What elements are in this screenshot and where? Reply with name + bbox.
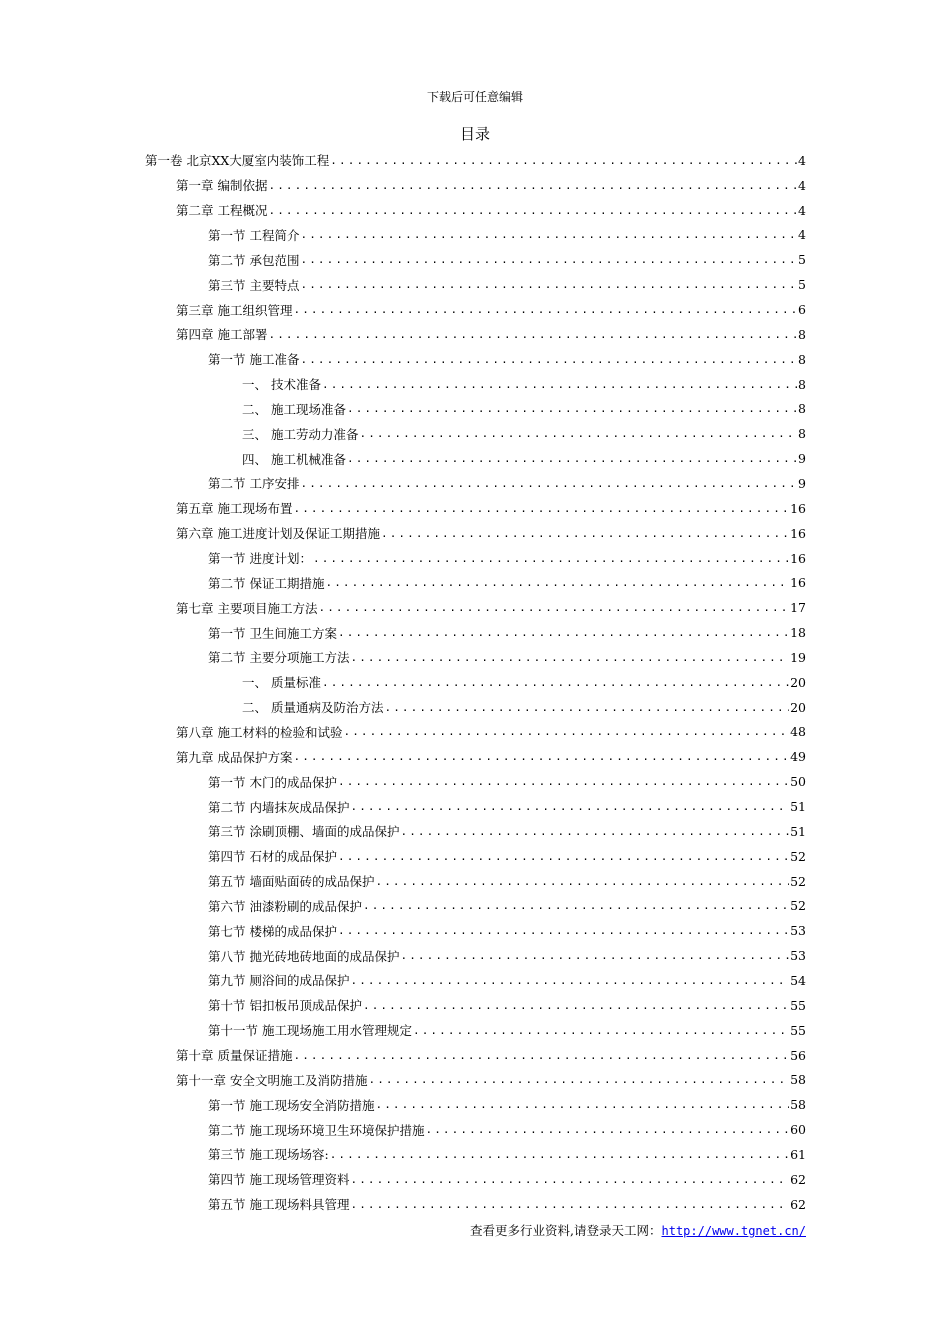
toc-leader-dots [363,999,789,1012]
toc-entry-page: 8 [798,351,806,367]
toc-entry[interactable] [208,546,806,571]
toc-leader-dots [293,502,789,515]
toc-entry-page: 61 [790,1146,806,1162]
toc-leader-dots [293,303,797,316]
toc-entry-page: 4 [798,227,806,243]
toc-entry-page: 62 [790,1171,806,1187]
toc-leader-dots [375,1098,789,1111]
toc-leader-dots [350,974,789,987]
toc-leader-dots [268,204,797,217]
toc-entry[interactable] [208,247,806,272]
toc-entry-page: 58 [790,1072,806,1088]
toc-entry[interactable] [208,918,806,943]
toc-entry-page: 5 [798,252,806,268]
toc-entry-label: 第六节 油漆粉刷的成品保护 [208,898,362,914]
toc-entry[interactable] [208,819,806,844]
toc-entry-label: 第六章 施工进度计划及保证工期措施 [176,526,380,542]
toc-entry-page: 52 [790,898,806,914]
toc-entry-label: 第五节 墙面贴面砖的成品保护 [208,874,375,890]
toc-entry[interactable] [208,1192,806,1217]
toc-leader-dots [350,651,789,664]
toc-entry[interactable] [208,769,806,794]
toc-entry[interactable] [176,173,806,198]
toc-entry-page: 53 [790,923,806,939]
toc-leader-dots [313,552,789,565]
toc-entry[interactable] [208,1117,806,1142]
toc-entry-page: 56 [790,1047,806,1063]
toc-entry-label: 第一节 木门的成品保护 [208,774,337,790]
toc-entry-label: 第一节 卫生间施工方案 [208,625,337,641]
toc-leader-dots [268,328,797,341]
toc-entry[interactable] [208,894,806,919]
toc-entry-label: 第四节 石材的成品保护 [208,849,337,865]
toc-entry-page: 19 [790,649,806,665]
toc-entry-page: 52 [790,848,806,864]
toc-entry-label: 第一章 编制依据 [176,178,268,194]
toc-leader-dots [384,701,789,714]
toc-entry[interactable] [176,322,806,347]
toc-leader-dots [338,850,789,863]
toc-entry-label: 第七节 楼梯的成品保护 [208,923,337,939]
toc-entry-label: 第九章 成品保护方案 [176,749,293,765]
toc-entry-page: 6 [798,302,806,318]
toc-entry[interactable] [208,794,806,819]
toc-entry-label: 第五节 施工现场料具管理 [208,1197,350,1213]
toc-entry[interactable] [242,695,806,720]
toc-entry-page: 8 [798,401,806,417]
toc-entry[interactable] [176,595,806,620]
toc-entry-page: 51 [790,799,806,815]
toc-leader-dots [347,402,797,415]
toc-entry-page: 16 [790,525,806,541]
toc-leader-dots [330,154,797,167]
header-note: 下载后可任意编辑 [426,90,523,104]
toc-leader-dots [350,1198,789,1211]
toc-entry-label: 第二节 保证工期措施 [208,575,325,591]
toc-entry[interactable] [208,620,806,645]
toc-entry[interactable] [208,645,806,670]
toc-entry[interactable] [242,397,806,422]
toc-entry-label: 第三章 施工组织管理 [176,302,293,318]
toc-title: 目录 [459,125,490,143]
toc-entry-page: 17 [790,600,806,616]
toc-leader-dots [325,576,789,589]
toc-entry-page: 62 [790,1196,806,1212]
footer-link[interactable]: http://www.tgnet.cn/ [661,1224,806,1238]
toc-leader-dots [338,775,789,788]
toc-leader-dots [375,875,789,888]
toc-entry-label: 第九节 厕浴间的成品保护 [208,973,350,989]
toc-entry-label: 二、 施工现场准备 [242,401,346,417]
toc-entry-label: 第十节 铝扣板吊顶成品保护 [208,998,362,1014]
toc-entry-page: 52 [790,873,806,889]
toc-leader-dots [300,477,797,490]
toc-entry[interactable] [176,1067,806,1092]
toc-entry[interactable] [176,744,806,769]
toc-entry-page: 8 [798,426,806,442]
toc-leader-dots [350,800,789,813]
toc-entry[interactable] [208,223,806,248]
toc-entry[interactable] [242,421,806,446]
toc-entry-label: 第七章 主要项目施工方法 [176,600,318,616]
toc-entry-page: 55 [790,997,806,1013]
toc-entry[interactable] [208,570,806,595]
toc-leader-dots [347,452,797,465]
toc-entry[interactable] [208,1167,806,1192]
toc-leader-dots [350,1173,789,1186]
toc-leader-dots [363,899,789,912]
toc-entry-page: 49 [790,749,806,765]
toc-entry[interactable] [176,297,806,322]
toc-entry[interactable] [242,446,806,471]
toc-entry-page: 16 [790,575,806,591]
toc-entry[interactable] [208,471,806,496]
toc-entry-label: 第十一节 施工现场施工用水管理规定 [208,1023,412,1039]
toc-entry-page: 20 [790,674,806,690]
toc-entry-page: 4 [798,177,806,193]
toc-leader-dots [400,825,789,838]
toc-entry-label: 第三节 施工现场场容: [208,1147,329,1163]
toc-entry-page: 51 [790,823,806,839]
toc-entry-page: 53 [790,948,806,964]
toc-leader-dots [338,924,789,937]
toc-leader-dots [381,527,789,540]
toc-entry-label: 一、 质量标准 [242,675,321,691]
toc-entry[interactable] [176,496,806,521]
toc-entry[interactable] [208,272,806,297]
toc-leader-dots [300,253,797,266]
toc-leader-dots [322,676,789,689]
toc-leader-dots [293,1049,789,1062]
footer [470,1222,806,1240]
toc-entry-page: 58 [790,1097,806,1113]
toc-entry[interactable] [208,869,806,894]
toc-entry[interactable] [145,148,806,173]
toc-entry[interactable] [176,198,806,223]
toc-leader-dots [338,626,789,639]
toc-entry[interactable] [208,1018,806,1043]
toc-entry-page: 55 [790,1022,806,1038]
toc-entry[interactable] [208,1142,806,1167]
toc-entry-label: 三、 施工劳动力准备 [242,426,359,442]
toc-entry-label: 第一节 施工准备 [208,352,300,368]
toc-entry-label: 第二章 工程概况 [176,203,268,219]
toc-entry-label: 第一节 进度计划： [208,551,312,567]
toc-entry-label: 第二节 承包范围 [208,252,300,268]
toc-leader-dots [330,1148,789,1161]
toc-entry-label: 第十一章 安全文明施工及消防措施 [176,1072,368,1088]
toc-entry-label: 第一卷 北京XX大厦室内装饰工程 [145,153,330,169]
toc-entry-page: 8 [798,326,806,342]
toc-entry-page: 8 [798,376,806,392]
toc-leader-dots [293,750,789,763]
toc-entry-page: 20 [790,699,806,715]
toc-entry-label: 第三节 涂刷顶棚、墙面的成品保护 [208,824,400,840]
toc-entry-page: 54 [790,972,806,988]
toc-leader-dots [322,378,797,391]
toc-leader-dots [318,601,789,614]
toc-entry-label: 第二节 内墙抹灰成品保护 [208,799,350,815]
footer-text: 查看更多行业资料,请登录天工网： [470,1223,662,1238]
toc-leader-dots [368,1073,789,1086]
toc-entry-label: 第四章 施工部署 [176,327,268,343]
toc-entry-label: 第五章 施工现场布置 [176,501,293,517]
toc-entry[interactable] [242,670,806,695]
toc-entry-page: 4 [798,202,806,218]
toc-entry-page: 18 [790,625,806,641]
toc-entry-label: 一、 技术准备 [242,377,321,393]
toc-entry[interactable] [208,943,806,968]
toc-leader-dots [268,179,797,192]
toc-leader-dots [400,949,789,962]
toc-entry-label: 二、 质量通病及防治方法 [242,700,384,716]
toc-leader-dots [300,228,797,241]
toc-entry-page: 48 [790,724,806,740]
toc-entry-label: 第三节 主要特点 [208,277,300,293]
toc-entry[interactable] [176,1043,806,1068]
toc-entry[interactable] [176,720,806,745]
toc-entry-label: 第一节 施工现场安全消防措施 [208,1097,375,1113]
toc-entry-page: 60 [790,1122,806,1138]
toc-leader-dots [425,1123,789,1136]
toc-entry[interactable] [208,993,806,1018]
toc-leader-dots [300,278,797,291]
toc-leader-dots [359,427,797,440]
toc-entry-page: 9 [798,475,806,491]
toc-entry[interactable] [208,347,806,372]
toc-entry[interactable] [208,844,806,869]
toc-leader-dots [343,725,789,738]
toc-entry-page: 16 [790,500,806,516]
toc-entry-page: 4 [798,152,806,168]
toc-entry-label: 第二节 施工现场环境卫生环境保护措施 [208,1122,425,1138]
toc-entry-label: 第八节 抛光砖地砖地面的成品保护 [208,948,400,964]
toc-entry-label: 第二节 主要分项施工方法 [208,650,350,666]
toc-entry-page: 50 [790,774,806,790]
toc-entry[interactable] [176,521,806,546]
toc-entry-page: 5 [798,277,806,293]
toc-leader-dots [300,353,797,366]
toc-entry[interactable] [242,372,806,397]
toc-entry-label: 第十章 质量保证措施 [176,1048,293,1064]
toc-entry[interactable] [208,968,806,993]
toc-leader-dots [413,1024,789,1037]
toc-entry-label: 第二节 工序安排 [208,476,300,492]
toc-entry[interactable] [208,1092,806,1117]
toc-entry-label: 第一节 工程简介 [208,227,300,243]
toc-entry-page: 16 [790,550,806,566]
toc-entry-label: 第八章 施工材料的检验和试验 [176,724,343,740]
toc-entry-label: 四、 施工机械准备 [242,451,346,467]
toc-entry-page: 9 [798,451,806,467]
toc-entry-label: 第四节 施工现场管理资料 [208,1172,350,1188]
